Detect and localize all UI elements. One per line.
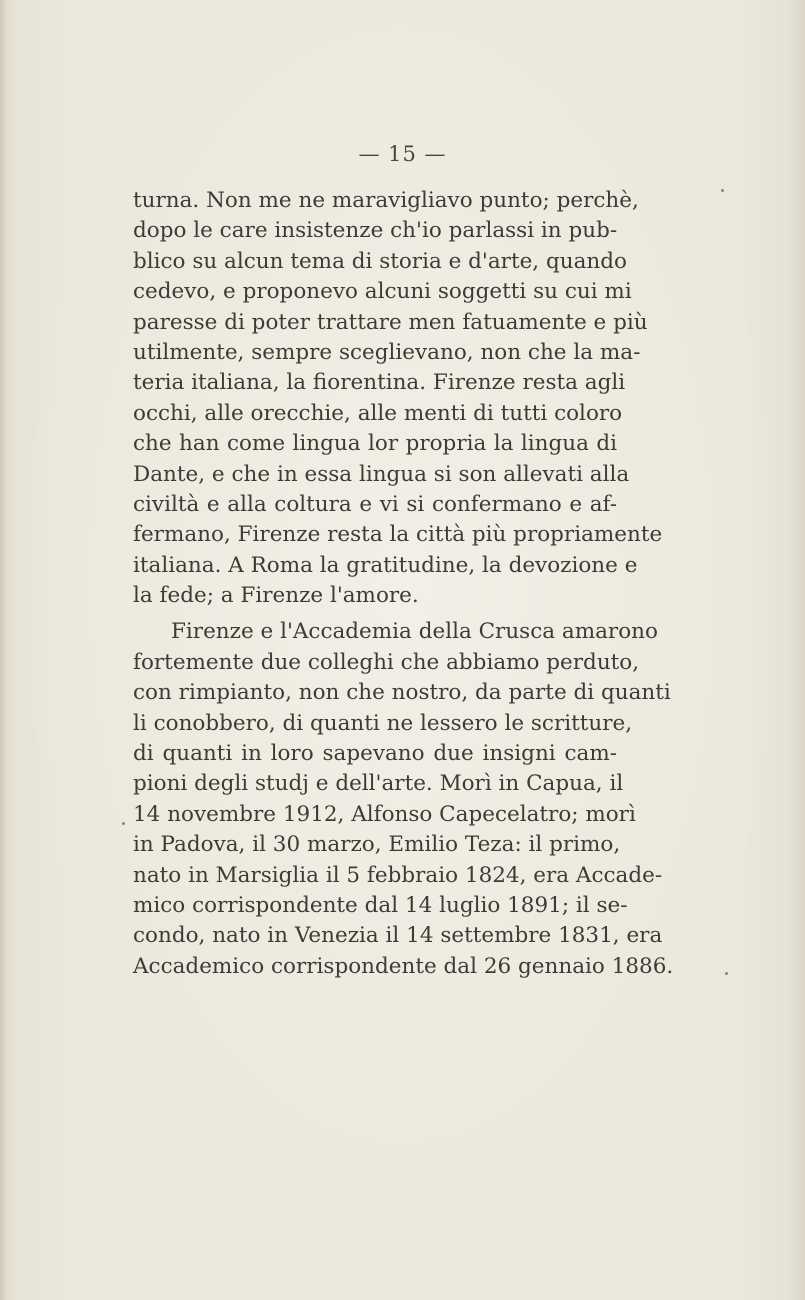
text-line: paresse di poter trattare men fatuamente e più bbox=[133, 309, 648, 335]
body-text bbox=[133, 186, 674, 982]
text-line: 14 novembre 1912, Alfonso Capecelatro; morì bbox=[133, 801, 636, 827]
text-line: turna. Non me ne maravigliavo punto; perchè, bbox=[133, 188, 639, 213]
text-line: fortemente due colleghi che abbiamo perduto, bbox=[133, 649, 640, 675]
text-line: li conobbero, di quanti ne lessero le scritture, bbox=[133, 710, 633, 736]
paper-speck bbox=[725, 972, 728, 975]
text-line: di quanti in loro sapevano due insigni cam- bbox=[133, 741, 617, 767]
text-line: civiltà e alla coltura e vi si confermano e af- bbox=[133, 491, 617, 517]
text-line: dopo le care insistenze ch'io parlassi in pub- bbox=[133, 218, 618, 244]
text-line: Accademico corrispondente dal 26 gennaio 1886. bbox=[133, 953, 674, 979]
page-binding-shadow bbox=[0, 0, 6, 1300]
text-line: in Padova, il 30 marzo, Emilio Teza: il primo, bbox=[133, 832, 621, 858]
text-line: Dante, e che in essa lingua si son allevati alla bbox=[133, 461, 630, 487]
text-line: italiana. A Roma la gratitudine, la devozione e bbox=[133, 552, 638, 578]
text-line: teria italiana, la fiorentina. Firenze resta agli bbox=[133, 370, 626, 396]
text-line: la fede; a Firenze l'amore. bbox=[133, 583, 419, 609]
text-line: pioni degli studj e dell'arte. Morì in Capua, il bbox=[133, 771, 624, 797]
paragraph-1 bbox=[133, 186, 663, 611]
text-line: mico corrispondente dal 14 luglio 1891; il se- bbox=[133, 892, 628, 918]
paragraph-2 bbox=[133, 617, 674, 982]
text-line: condo, nato in Venezia il 14 settembre 1831, era bbox=[133, 923, 663, 949]
paper-speck bbox=[122, 822, 125, 825]
text-line: blico su alcun tema di storia e d'arte, quando bbox=[133, 248, 627, 274]
text-line: nato in Marsiglia il 5 febbraio 1824, era Accade- bbox=[133, 862, 663, 888]
text-line: con rimpianto, non che nostro, da parte di quanti bbox=[133, 680, 671, 706]
text-line: cedevo, e proponevo alcuni soggetti su cui mi bbox=[133, 279, 632, 305]
text-line: occhi, alle orecchie, alle menti di tutti coloro bbox=[133, 400, 623, 426]
paper-speck bbox=[721, 189, 724, 192]
text-line: utilmente, sempre sceglievano, non che la ma- bbox=[133, 339, 641, 365]
page-number: — 15 — bbox=[358, 142, 447, 166]
text-line: che han come lingua lor propria la lingua di bbox=[133, 431, 617, 457]
text-line: Firenze e l'Accademia della Crusca amarono bbox=[171, 619, 658, 645]
text-line: fermano, Firenze resta la città più propriamente bbox=[133, 522, 663, 548]
